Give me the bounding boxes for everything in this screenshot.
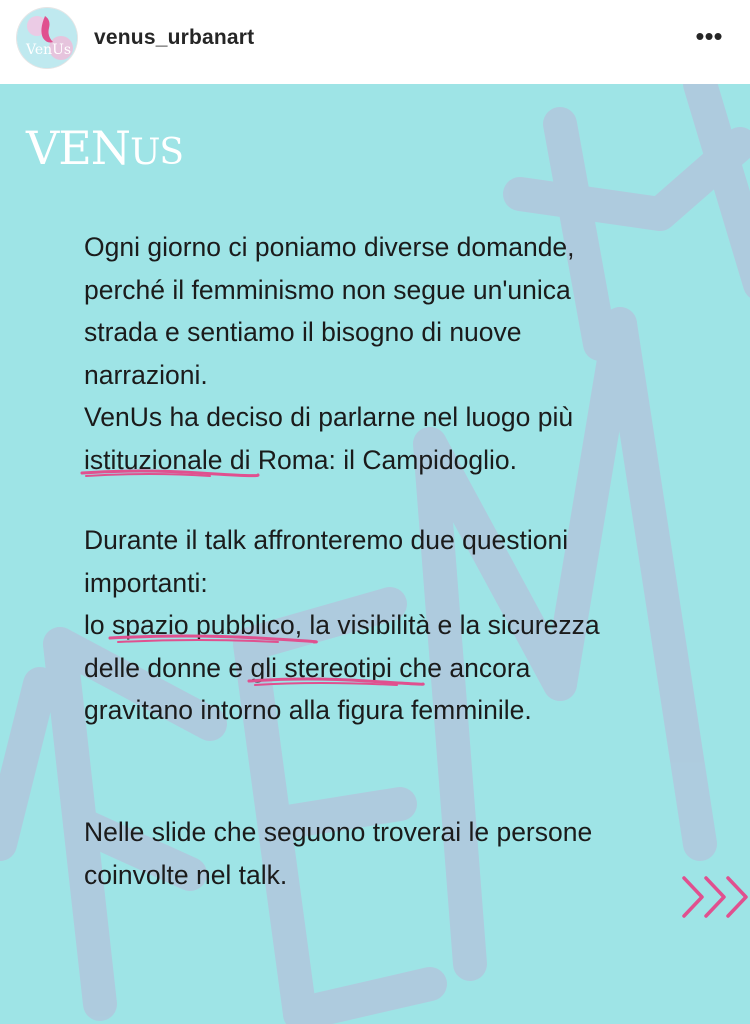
- underlined-text: istituzionale: [84, 444, 223, 475]
- more-options-icon[interactable]: •••: [695, 20, 723, 51]
- text-segment: lo: [84, 610, 112, 640]
- text-segment: di Roma: il Campidoglio.: [222, 444, 518, 475]
- underlined-spazio-pubblico: [112, 604, 295, 647]
- text-line: perché il femminismo non segue un'unica: [84, 274, 571, 305]
- pink-underline-stroke: [108, 632, 318, 646]
- underlined-gli-stereotipi: [251, 647, 392, 690]
- chevrons-right-icon: [680, 874, 750, 920]
- text-line: Ogni giorno ci poniamo diverse domande,: [84, 232, 575, 262]
- text-segment: , la visibilità e la sicurezza: [294, 610, 600, 640]
- avatar-logo-icon: [17, 8, 77, 68]
- text-line: narrazioni.: [84, 359, 208, 390]
- text-line: coinvolte nel talk.: [84, 859, 288, 890]
- paragraph-slides: [84, 811, 592, 896]
- text-line: importanti:: [84, 567, 208, 598]
- paragraph-talk: [84, 519, 600, 732]
- paragraph-intro: [84, 226, 575, 481]
- text-line: VenUs ha deciso di parlarne nel luogo più: [84, 402, 574, 432]
- pink-underline-stroke: [247, 675, 427, 689]
- text-line: strada e sentiamo il bisogno di nuove: [84, 317, 522, 347]
- profile-avatar[interactable]: [17, 8, 77, 68]
- underlined-istituzionale: [84, 439, 222, 482]
- text-line: Nelle slide che seguono troverai le persone: [84, 817, 593, 847]
- logo-part-us: US: [130, 132, 184, 173]
- venus-logo: [26, 121, 183, 175]
- text-line: Durante il talk affronteremo due questioni: [84, 525, 569, 555]
- underlined-text: gli stereotipi: [250, 652, 392, 683]
- post-image[interactable]: [0, 84, 750, 1024]
- pink-underline-stroke: [80, 467, 260, 479]
- logo-part-ven: VEN: [26, 121, 131, 175]
- svg-text:VenUs: VenUs: [26, 42, 72, 58]
- post-header: [0, 0, 750, 84]
- text-segment: che ancora: [391, 652, 531, 683]
- text-line: [84, 647, 600, 690]
- text-line: [84, 439, 575, 482]
- text-line: [84, 604, 600, 647]
- text-line: gravitano intorno alla figura femminile.: [84, 695, 532, 725]
- username[interactable]: venus_urbanart: [94, 26, 255, 49]
- text-segment: delle donne e: [84, 652, 251, 683]
- underlined-text: spazio pubblico: [112, 610, 295, 640]
